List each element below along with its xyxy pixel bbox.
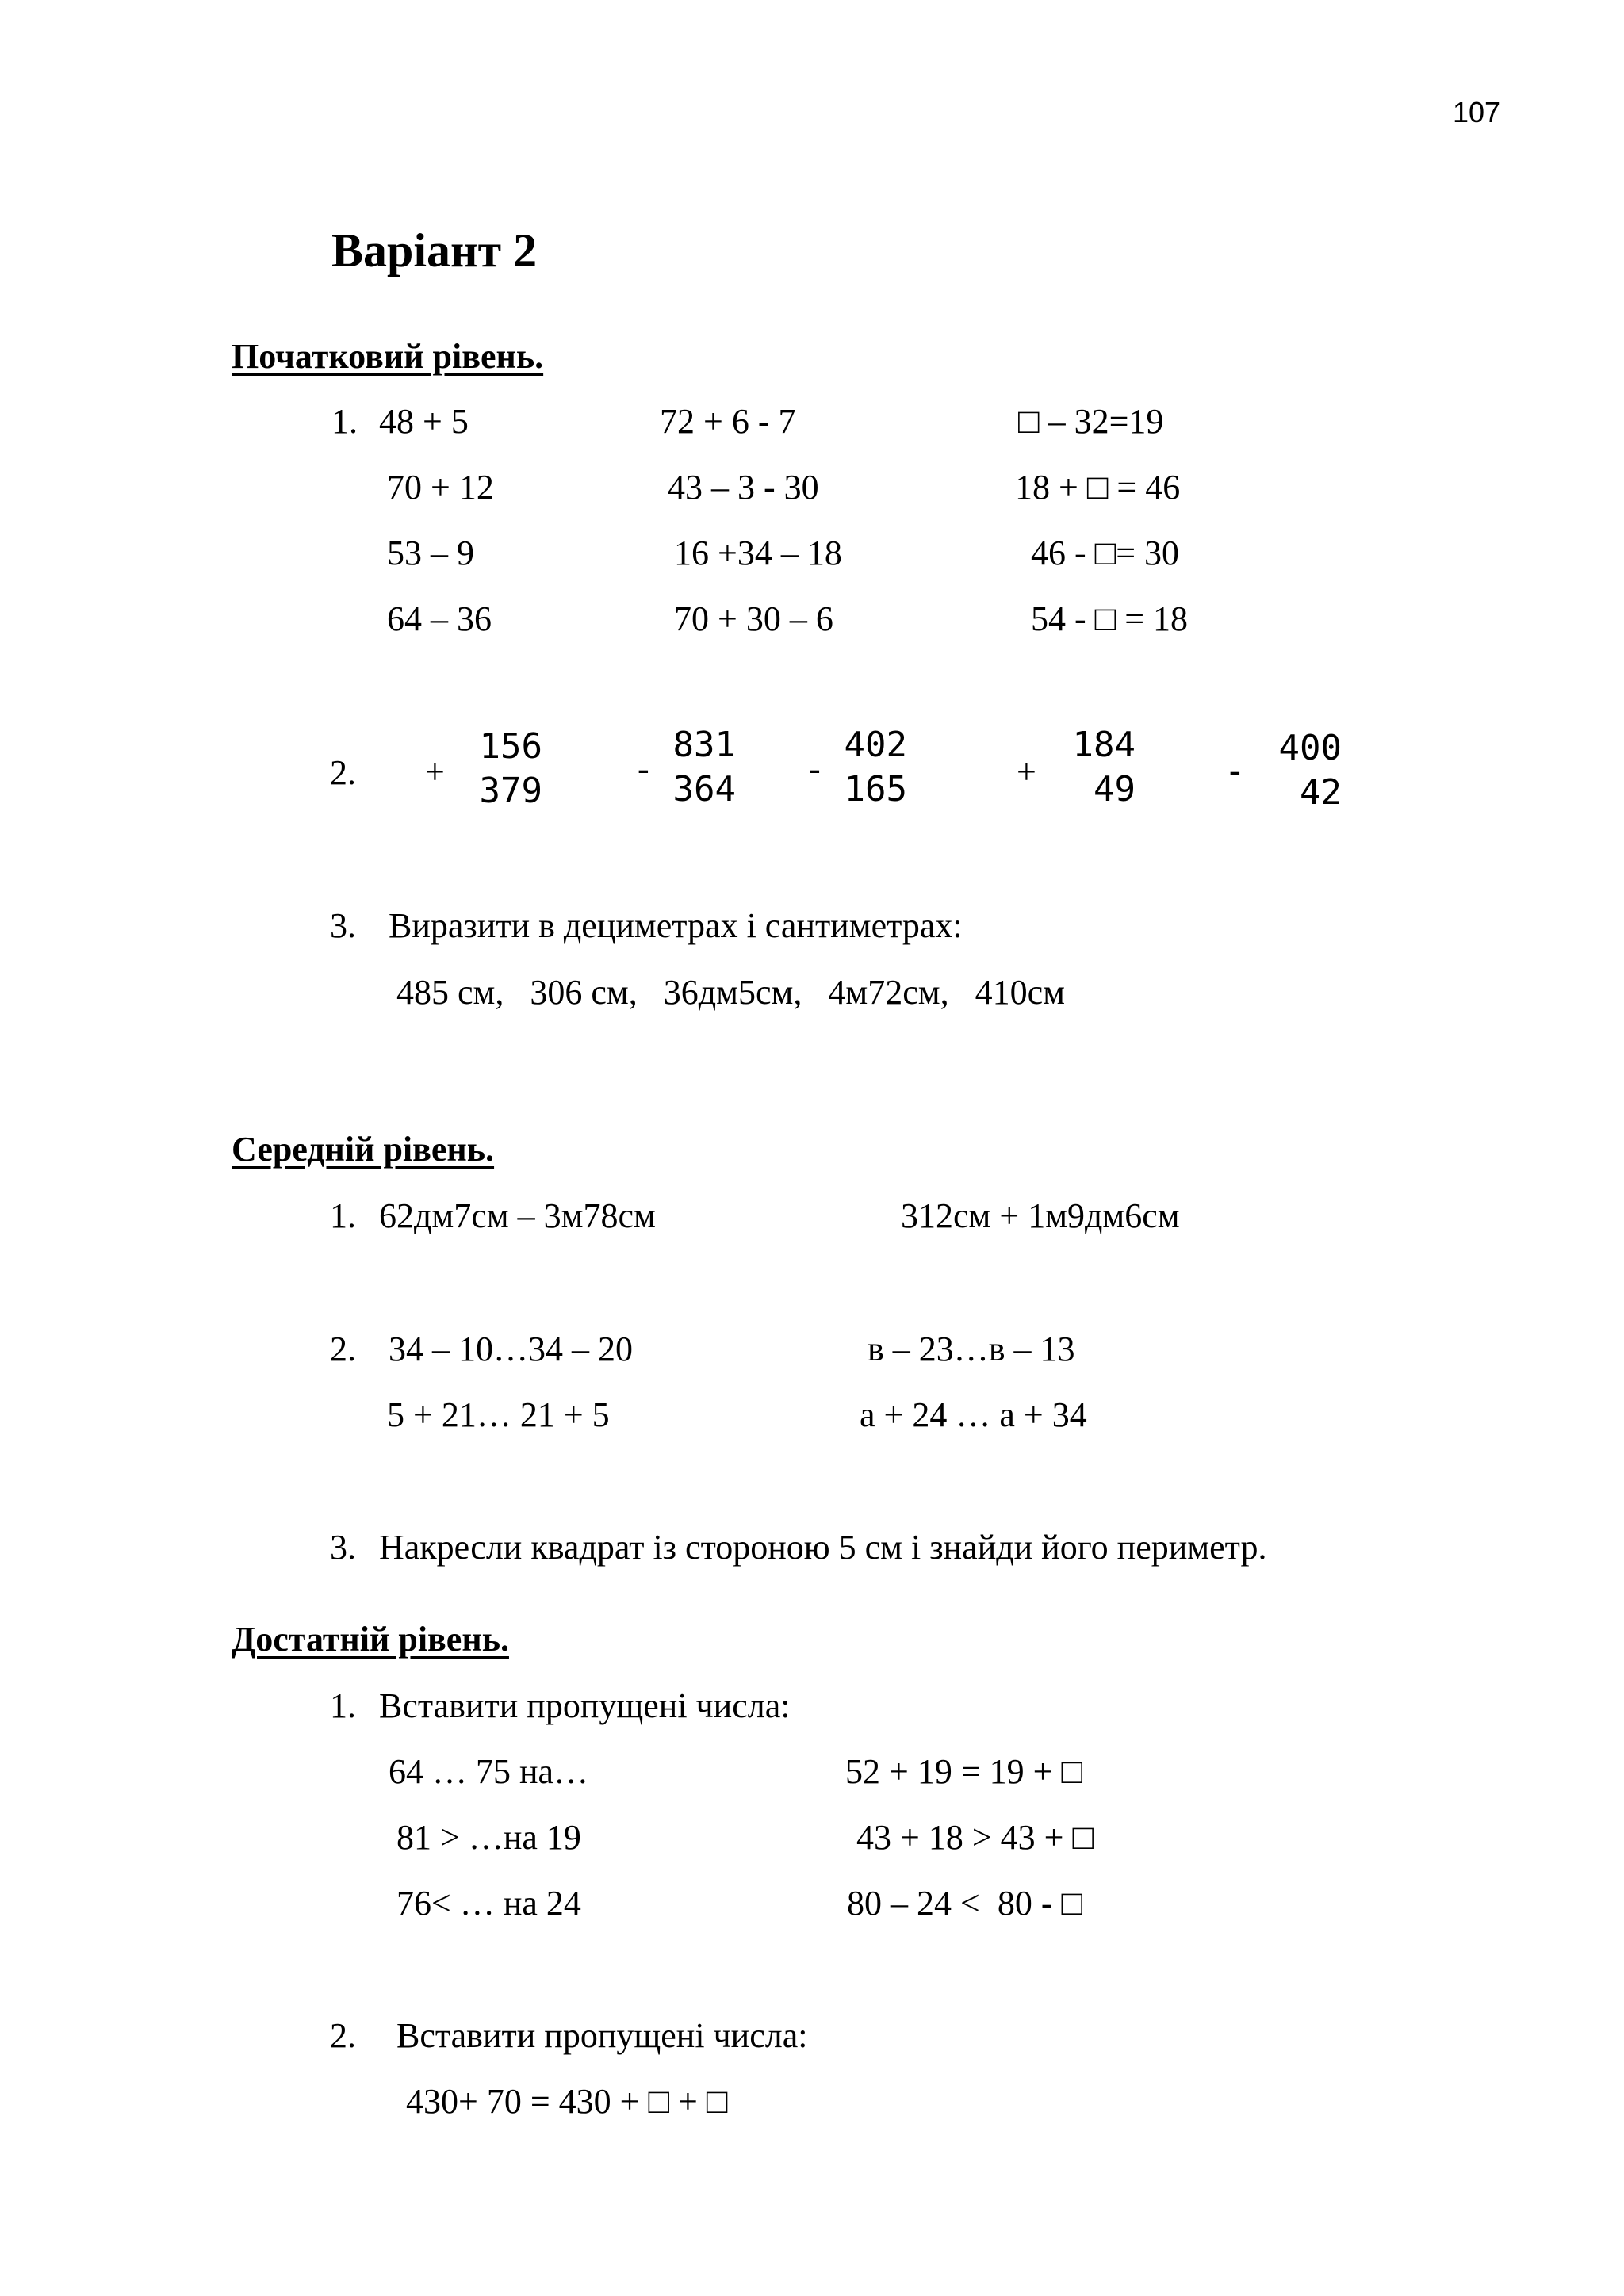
minus-sign: - xyxy=(638,749,649,788)
task-text: Накресли квадрат із стороною 5 см і знайди його периметр. xyxy=(379,1528,1267,1567)
fill-in-expression: 76< … на 24 xyxy=(396,1884,581,1923)
equation-with-blank: 43 + 18 > 43 + □ xyxy=(856,1818,1094,1857)
fill-in-expression: 81 > …на 19 xyxy=(396,1818,581,1857)
task-number: 3. xyxy=(330,1528,356,1567)
expression: 64 – 36 xyxy=(387,599,492,638)
task-number: 1. xyxy=(331,402,358,441)
plus-sign: + xyxy=(425,752,445,791)
minus-sign: - xyxy=(809,749,821,788)
column-operands: 402 165 xyxy=(844,725,907,809)
measurement-values: 485 см, 306 см, 36дм5см, 4м72см, 410см xyxy=(396,973,1065,1012)
expression: 53 – 9 xyxy=(387,534,474,572)
equation-with-blank: 80 – 24 < 80 - □ xyxy=(847,1884,1083,1923)
column-operands: 831 364 xyxy=(672,725,736,809)
task-number: 2. xyxy=(330,2016,356,2055)
expression: 70 + 12 xyxy=(387,468,494,507)
comparison: 34 – 10…34 – 20 xyxy=(389,1330,633,1368)
page-number: 107 xyxy=(1453,96,1501,128)
equation-with-blank: 18 + □ = 46 xyxy=(1015,468,1181,507)
task-number: 1. xyxy=(330,1196,356,1235)
equation-with-blank: 52 + 19 = 19 + □ xyxy=(845,1752,1083,1791)
comparison: в – 23…в – 13 xyxy=(868,1330,1075,1368)
expression: 43 – 3 - 30 xyxy=(668,468,819,507)
expression: 70 + 30 – 6 xyxy=(674,599,833,638)
section-heading-sufficient: Достатній рівень. xyxy=(232,1620,509,1659)
expression: 48 + 5 xyxy=(379,402,469,441)
comparison: 5 + 21… 21 + 5 xyxy=(387,1395,610,1434)
equation-with-blank: 46 - □= 30 xyxy=(1031,534,1180,572)
expression: 62дм7см – 3м78см xyxy=(379,1196,656,1235)
column-operands: 400 42 xyxy=(1278,728,1342,813)
section-heading-initial: Початковий рівень. xyxy=(232,337,544,376)
expression: 312см + 1м9дм6см xyxy=(901,1196,1180,1235)
task-number: 3. xyxy=(330,906,356,945)
column-operands: 156 379 xyxy=(479,726,542,811)
comparison: а + 24 … а + 34 xyxy=(860,1395,1087,1434)
equation-with-blank: 430+ 70 = 430 + □ + □ xyxy=(406,2082,728,2121)
minus-sign: - xyxy=(1229,751,1241,790)
task-text: Вставити пропущені числа: xyxy=(396,2016,808,2055)
plus-sign: + xyxy=(1017,752,1036,791)
fill-in-expression: 64 … 75 на… xyxy=(389,1752,589,1791)
equation-with-blank: 54 - □ = 18 xyxy=(1031,599,1189,638)
task-number: 2. xyxy=(330,753,356,792)
task-number: 2. xyxy=(330,1330,356,1368)
task-text: Виразити в дециметрах і сантиметрах: xyxy=(389,906,963,945)
section-heading-middle: Середній рівень. xyxy=(232,1130,495,1169)
column-operands: 184 49 xyxy=(1072,725,1136,809)
task-number: 1. xyxy=(330,1686,356,1725)
task-text: Вставити пропущені числа: xyxy=(379,1686,791,1725)
page-title: Варіант 2 xyxy=(331,224,538,277)
expression: 72 + 6 - 7 xyxy=(660,402,796,441)
expression: 16 +34 – 18 xyxy=(674,534,842,572)
equation-with-blank: □ – 32=19 xyxy=(1018,402,1164,441)
